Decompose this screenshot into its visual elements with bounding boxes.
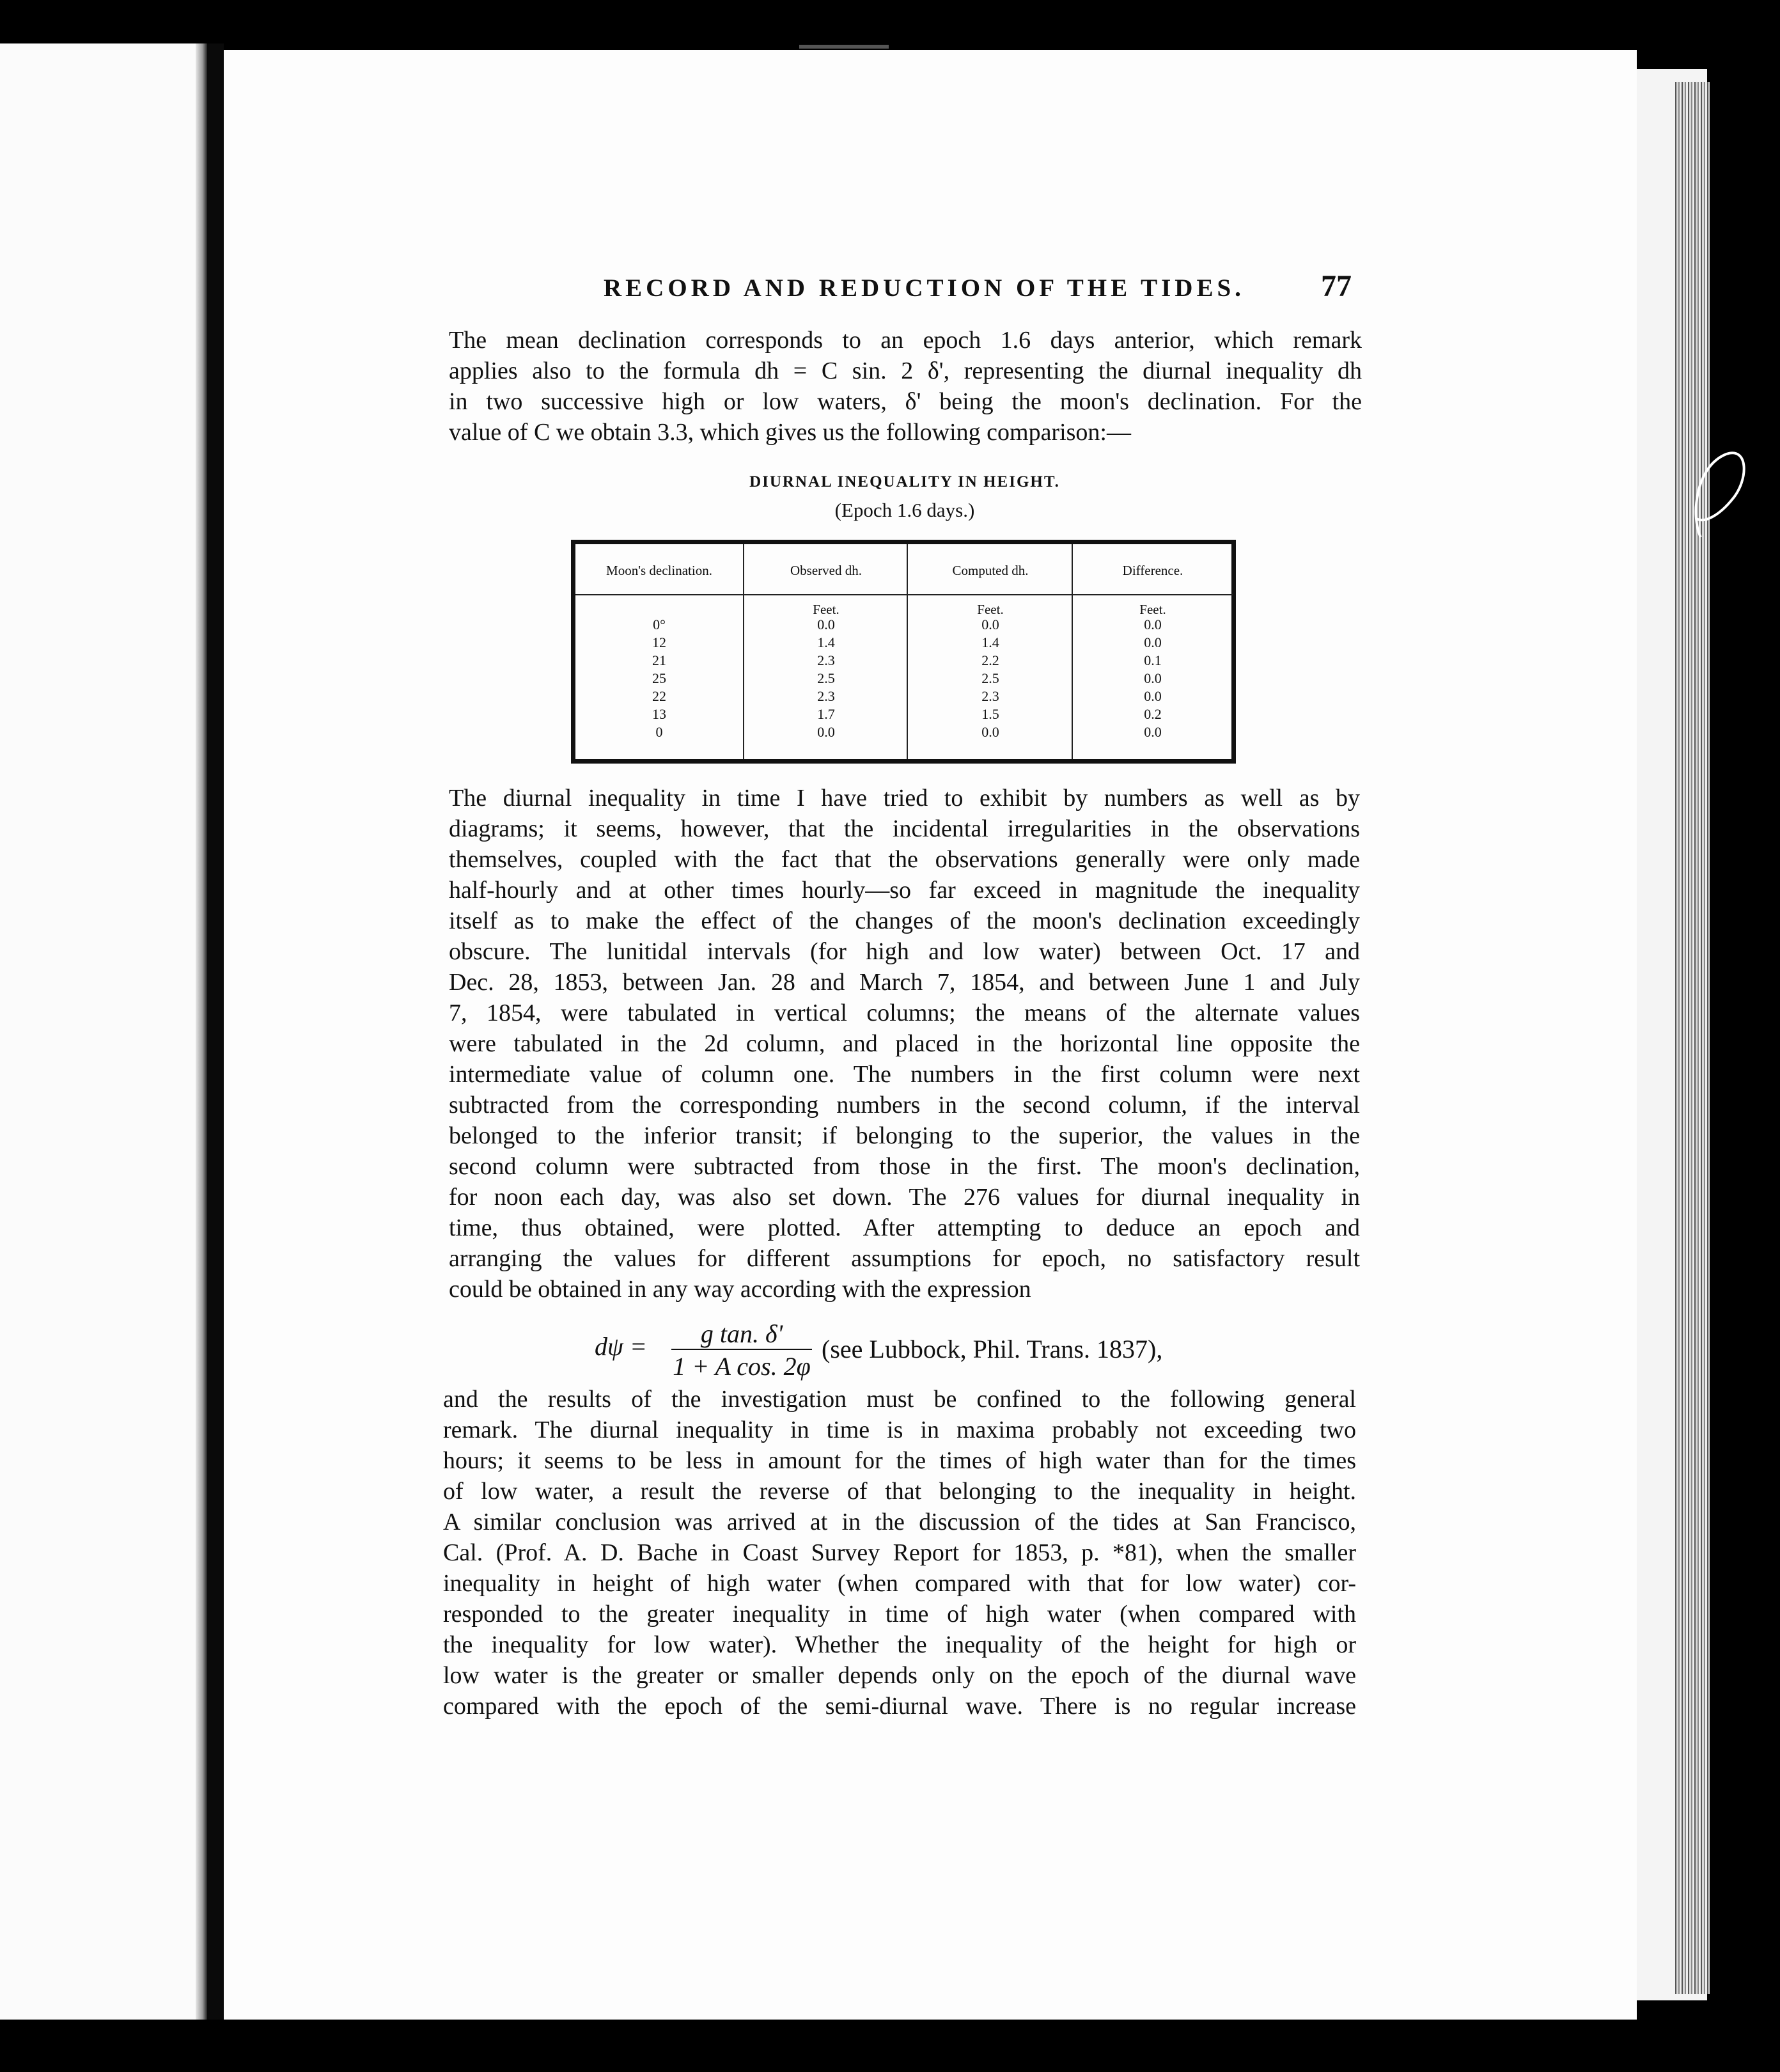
unit-label: Feet. (1139, 602, 1166, 617)
column-observed (743, 544, 908, 759)
scan-mark (799, 45, 889, 49)
formula-denominator: 1 + A cos. 2φ (671, 1349, 812, 1381)
text-line: arranging the values for different assumptions for epoch, no satisfactory result (449, 1245, 1360, 1272)
table-cell: 0° (653, 616, 666, 632)
text-line: diagrams; it seems, however, that the incidental irregularities in the observations (449, 815, 1360, 842)
formula-numerator: g tan. δ' (700, 1319, 783, 1348)
text-line: themselves, coupled with the fact that the observations generally were only made (449, 846, 1360, 873)
text-line: applies also to the formula dh = C sin. 2 δ', representing the diurnal inequality dh (449, 357, 1362, 384)
text-line: half-hourly and at other times hourly—so far exceed in magnitude the inequality (449, 877, 1360, 904)
column-values (1073, 616, 1233, 741)
text-line: were tabulated in the 2d column, and placed in the horizontal line opposite the (449, 1030, 1360, 1057)
column-header: Moon's declination. (575, 544, 743, 595)
table-cell: 0.0 (1144, 688, 1162, 704)
table-cell: 13 (652, 706, 666, 722)
text-line: The diurnal inequality in time I have tried to exhibit by numbers as well as by (449, 785, 1360, 812)
text-line: inequality in height of high water (when compared with that for low water) cor- (443, 1570, 1356, 1597)
unit-label: Feet. (977, 602, 1004, 617)
binding-shadow (196, 43, 207, 2020)
column-values (575, 616, 743, 741)
table-cell: 2.2 (981, 652, 999, 668)
text-line: 7, 1854, were tabulated in vertical columns; the means of the alternate values (449, 1000, 1360, 1026)
table-cell: 0.1 (1144, 652, 1162, 668)
gutter (207, 43, 224, 2020)
text-line: time, thus obtained, were plotted. After attempting to deduce an epoch and (449, 1214, 1360, 1241)
column-declination (575, 544, 743, 759)
text-line: subtracted from the corresponding numbers in the second column, if the interval (449, 1092, 1360, 1118)
paragraph-2 (449, 783, 1360, 1305)
table-cell: 1.5 (981, 706, 999, 722)
column-header: Computed dh. (908, 544, 1073, 595)
table-cell: 0 (655, 724, 663, 740)
text-line: could be obtained in any way according with the expression (449, 1276, 1031, 1303)
text-line: of low water, a result the reverse of that belonging to the inequality in height. (443, 1478, 1356, 1505)
text-line: compared with the epoch of the semi-diurnal wave. There is no regular increase (443, 1693, 1356, 1720)
text-line: for noon each day, was also set down. The 276 values for diurnal inequality in (449, 1184, 1360, 1211)
text-line: in two successive high or low waters, δ' being the moon's declination. For the (449, 388, 1362, 415)
formula (588, 1319, 1266, 1383)
table-cell: 0.2 (1144, 706, 1162, 722)
table-cell: 2.3 (817, 688, 835, 704)
text-line: Cal. (Prof. A. D. Bache in Coast Survey Report for 1853, p. *81), when the smaller (443, 1539, 1356, 1566)
table-cell: 12 (652, 634, 666, 650)
text-line: low water is the greater or smaller depends only on the epoch of the diurnal wave (443, 1662, 1356, 1689)
text-line: A similar conclusion was arrived at in the discussion of the tides at San Francisco, (443, 1509, 1356, 1535)
table-title: DIURNAL INEQUALITY IN HEIGHT. (749, 473, 1060, 491)
table-cell: 0.0 (981, 616, 999, 632)
table-cell: 1.7 (817, 706, 835, 722)
table-cell: 2.5 (981, 670, 999, 686)
data-table (571, 540, 1236, 764)
text-line: obscure. The lunitidal intervals (for high and low water) between Oct. 17 and (449, 938, 1360, 965)
table-cell: 21 (652, 652, 666, 668)
text-line: remark. The diurnal inequality in time is in maxima probably not exceeding two (443, 1417, 1356, 1443)
page-stack-edge (1675, 82, 1710, 1994)
text-line: and the results of the investigation must be confined to the following general (443, 1386, 1356, 1413)
formula-fraction (671, 1319, 812, 1381)
text-line: the inequality for low water). Whether the inequality of the height for high or (443, 1631, 1356, 1658)
table-cell: 0.0 (1144, 634, 1162, 650)
text-line: value of C we obtain 3.3, which gives us the following comparison:— (449, 419, 1131, 446)
table-cell: 0.0 (817, 616, 835, 632)
text-line: intermediate value of column one. The numbers in the first column were next (449, 1061, 1360, 1088)
unit-label: Feet. (813, 602, 839, 617)
table-cell: 25 (652, 670, 666, 686)
facing-page (0, 43, 206, 2020)
column-header: Observed dh. (744, 544, 908, 595)
table-cell: 0.0 (817, 724, 835, 740)
column-values (744, 616, 908, 741)
table-subtitle: (Epoch 1.6 days.) (834, 499, 975, 521)
column-header: Difference. (1073, 544, 1233, 595)
table-cell: 22 (652, 688, 666, 704)
text-line: Dec. 28, 1853, between Jan. 28 and March 7, 1854, and between June 1 and July (449, 969, 1360, 996)
page-number: 77 (1321, 269, 1352, 303)
text-line: The mean declination corresponds to an epoch 1.6 days anterior, which remark (449, 327, 1362, 354)
table-cell: 0.0 (1144, 616, 1162, 632)
text-line: hours; it seems to be less in amount for the times of high water than for the times (443, 1447, 1356, 1474)
table-cell: 2.3 (981, 688, 999, 704)
column-values (908, 616, 1073, 741)
table-cell: 2.5 (817, 670, 835, 686)
table-cell: 0.0 (981, 724, 999, 740)
running-header-title: RECORD AND REDUCTION OF THE TIDES. (604, 274, 1245, 302)
formula-citation: (see Lubbock, Phil. Trans. 1837), (822, 1335, 1163, 1363)
text-line: itself as to make the effect of the changes of the moon's declination exceedingly (449, 907, 1360, 934)
text-line: belonged to the inferior transit; if belonging to the superior, the values in the (449, 1122, 1360, 1149)
running-header (604, 269, 1352, 306)
table-cell: 1.4 (817, 634, 835, 650)
column-computed (907, 544, 1073, 759)
text-line: responded to the greater inequality in time of high water (when compared with (443, 1601, 1356, 1628)
formula-lhs: dψ = (595, 1332, 647, 1361)
table-cell: 0.0 (1144, 724, 1162, 740)
table-cell: 0.0 (1144, 670, 1162, 686)
table-cell: 2.3 (817, 652, 835, 668)
column-difference (1072, 544, 1233, 759)
table-cell: 1.4 (981, 634, 999, 650)
paragraph-1 (449, 325, 1362, 448)
paragraph-3 (443, 1384, 1356, 1722)
pencil-mark-icon (1688, 441, 1752, 544)
text-line: second column were subtracted from those in the first. The moon's declination, (449, 1153, 1360, 1180)
